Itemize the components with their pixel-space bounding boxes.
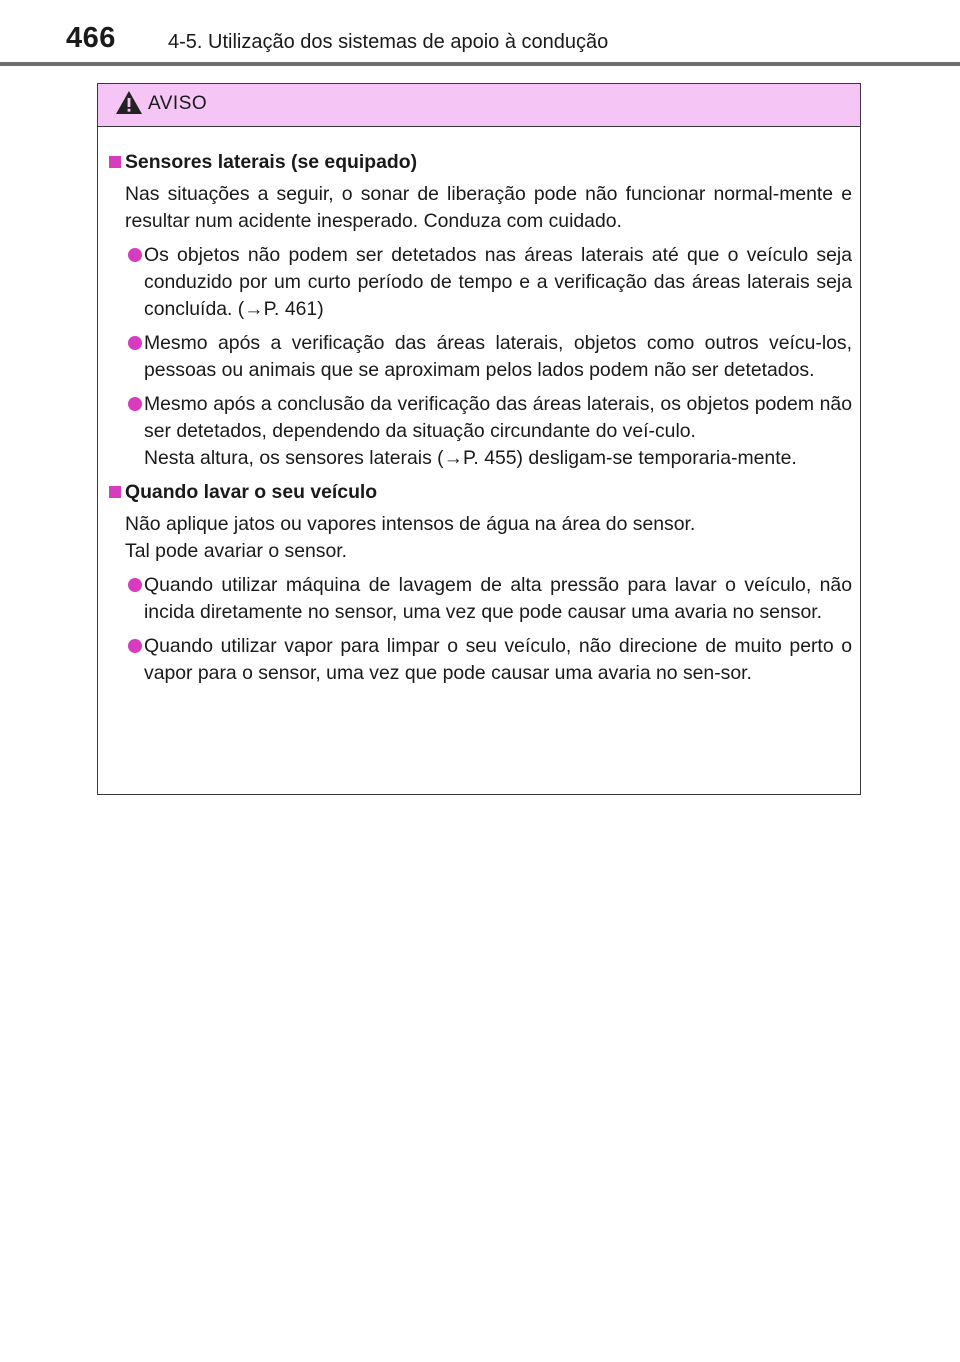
circle-bullet-icon [128, 336, 142, 350]
section-heading: Quando lavar o seu veículo [108, 479, 852, 506]
section-side-sensors [108, 149, 852, 472]
warning-label: AVISO [148, 93, 208, 114]
list-item [108, 242, 852, 323]
paragraph: Os objetos não podem ser detetados nas áreas laterais até que o veículo seja conduzido por um curto período de tempo e a verificação das áreas laterais seja concluída. (→P. 461) [144, 244, 852, 320]
warning-header [98, 84, 860, 127]
paragraph: Nas situações a seguir, o sonar de liberação pode não funcionar normal-mente e resultar num acidente inesperado. Conduza com cuidado. [125, 183, 852, 232]
section-heading: Sensores laterais (se equipado) [108, 149, 852, 176]
paragraph: Mesmo após a verificação das áreas laterais, objetos como outros veícu-los, pessoas ou animais que se aproximam pelos lados podem não ser detetados. [144, 332, 852, 381]
paragraph: Tal pode avariar o sensor. [125, 540, 348, 562]
section-intro [108, 181, 852, 235]
list-item [108, 572, 852, 626]
page-header [0, 0, 960, 70]
paragraph: Não aplique jatos ou vapores intensos de água na área do sensor. [125, 513, 696, 535]
section-intro [108, 511, 852, 565]
circle-bullet-icon [128, 248, 142, 262]
list-item [108, 391, 852, 472]
warning-body [98, 127, 860, 687]
section-vehicle-washing [108, 479, 852, 687]
circle-bullet-icon [128, 639, 142, 653]
circle-bullet-icon [128, 397, 142, 411]
square-bullet-icon [109, 486, 121, 498]
warning-triangle-icon [115, 90, 143, 115]
list-item [108, 330, 852, 384]
section-title: 4-5. Utilização dos sistemas de apoio à condução [168, 31, 609, 53]
paragraph: Nesta altura, os sensores laterais (→P. 455) desligam-se temporaria-mente. [144, 447, 797, 469]
header-rule [0, 62, 960, 66]
square-bullet-icon [109, 156, 121, 168]
paragraph: Quando utilizar vapor para limpar o seu veículo, não direcione de muito perto o vapor para o sensor, uma vez que pode causar uma avaria no sen-sor. [144, 635, 852, 684]
paragraph: Quando utilizar máquina de lavagem de alta pressão para lavar o veículo, não incida diretamente no sensor, uma vez que pode causar uma avaria no sensor. [144, 574, 852, 623]
warning-box [97, 83, 861, 795]
circle-bullet-icon [128, 578, 142, 592]
page-number: 466 [66, 22, 116, 54]
list-item [108, 633, 852, 687]
paragraph: Mesmo após a conclusão da verificação das áreas laterais, os objetos podem não ser detetados, dependendo da situação circundante do veí-culo. [144, 393, 852, 442]
